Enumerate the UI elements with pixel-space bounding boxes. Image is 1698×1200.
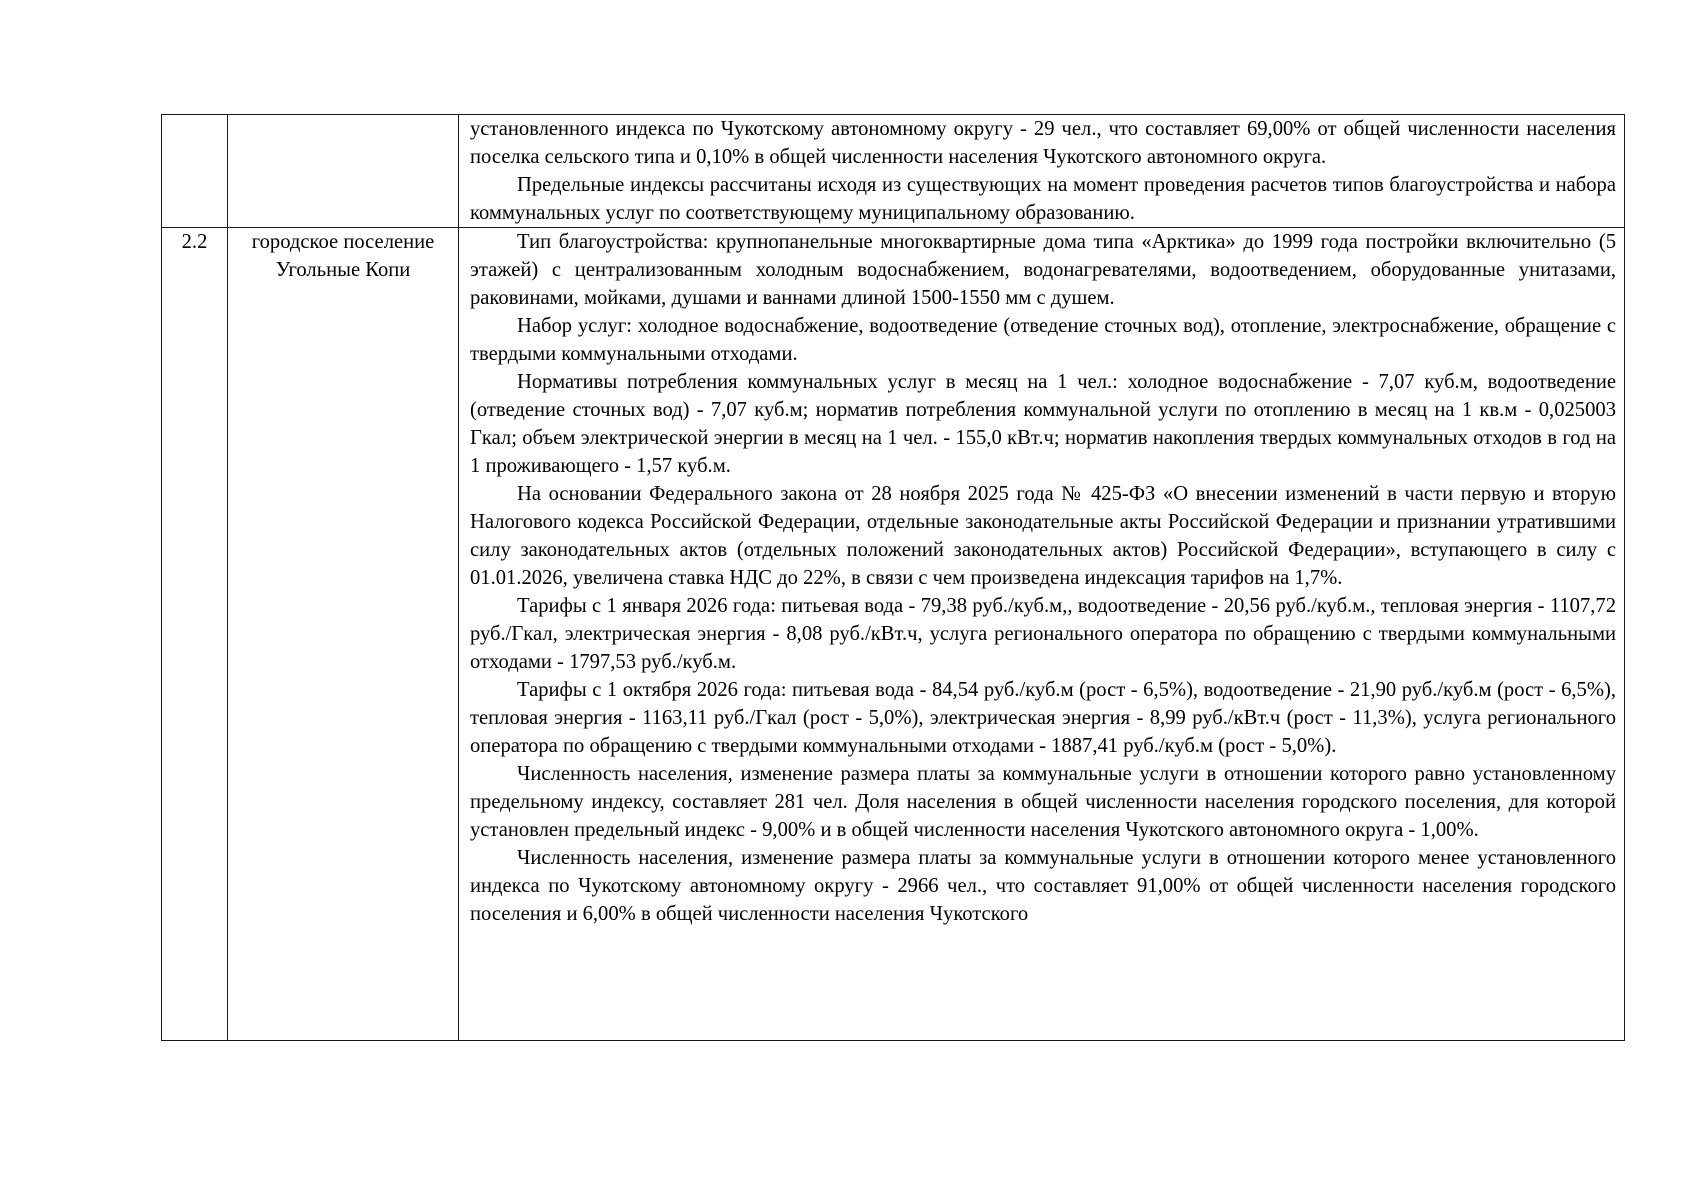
paragraph: Набор услуг: холодное водоснабжение, водоотведение (отведение сточных вод), отопление, электроснабжение, обращение с твердыми коммунальными отходами.: [470, 315, 1616, 365]
paragraph: установленного индекса по Чукотскому автономному округу - 29 чел., что составляет 69,00% от общей численности населения поселка сельского типа и 0,10% в общей численности населения Чукотского автономного округа.: [470, 118, 1616, 168]
row-number-cell: 2.2: [162, 228, 228, 1041]
paragraph: Численность населения, изменение размера платы за коммунальные услуги в отношении которого менее установленного индекса по Чукотскому автономному округу - 2966 чел., что составляет 91,00% от общей численности населения городского поселения и 6,00% в общей численности населения Чукотского: [470, 847, 1616, 925]
paragraph: Предельные индексы рассчитаны исходя из существующих на момент проведения расчетов типов благоустройства и набора коммунальных услуг по соответствующему муниципальному образованию.: [470, 174, 1616, 224]
row-number-cell: [162, 115, 228, 228]
paragraph: На основании Федерального закона от 28 ноября 2025 года № 425-ФЗ «О внесении изменений в части первую и вторую Налогового кодекса Российской Федерации, отдельные законодательные акты Российской Федерации и признании утратившими силу законодательных актов (отдельных положений законодательных актов) Российской Федерации», вступающего в силу с 01.01.2026, увеличена ставка НДС до 22%, в связи с чем произведена индексация тарифов на 1,7%.: [470, 483, 1616, 589]
paragraph: Тарифы с 1 октября 2026 года: питьевая вода - 84,54 руб./куб.м (рост - 6,5%), водоотведение - 21,90 руб./куб.м (рост - 6,5%), тепловая энергия - 1163,11 руб./Гкал (рост - 5,0%), электрическая энергия - 8,99 руб./кВт.ч (рост - 11,3%), услуга регионального оператора по обращению с твердыми коммунальными отходами - 1887,41 руб./куб.м (рост - 5,0%).: [470, 679, 1616, 757]
document-table: [161, 114, 1625, 1041]
row-name-cell: городское поселение Угольные Копи: [228, 228, 459, 1041]
table-row-continuation: [162, 115, 1625, 228]
row-name-cell: [228, 115, 459, 228]
paragraph: Тарифы с 1 января 2026 года: питьевая вода - 79,38 руб./куб.м,, водоотведение - 20,56 руб./куб.м., тепловая энергия - 1107,72 руб./Гкал, электрическая энергия - 8,08 руб./кВт.ч, услуга регионального оператора по обращению с твердыми коммунальными отходами - 1797,53 руб./куб.м.: [470, 595, 1616, 673]
paragraph: Численность населения, изменение размера платы за коммунальные услуги в отношении которого равно установленному предельному индексу, составляет 281 чел. Доля населения в общей численности населения городского поселения, для которой установлен предельный индекс - 9,00% и в общей численности населения Чукотского автономного округа - 1,00%.: [470, 763, 1616, 841]
paragraph: Нормативы потребления коммунальных услуг в месяц на 1 чел.: холодное водоснабжение - 7,07 куб.м, водоотведение (отведение сточных вод) - 7,07 куб.м; норматив потребления коммунальной услуги по отоплению в месяц на 1 кв.м - 0,025003 Гкал; объем электрической энергии в месяц на 1 чел. - 155,0 кВт.ч; норматив накопления твердых коммунальных отходов в год на 1 проживающего - 1,57 куб.м.: [470, 371, 1616, 477]
row-text-cell: [459, 115, 1625, 228]
row-text-content: [470, 228, 1616, 1040]
table-row-2-2: [162, 228, 1625, 1041]
row-text-cell: [459, 228, 1625, 1041]
paragraph: Тип благоустройства: крупнопанельные многоквартирные дома типа «Арктика» до 1999 года постройки включительно (5 этажей) с централизованным холодным водоснабжением, водонагревателями, водоотведением, оборудованные унитазами, раковинами, мойками, душами и ваннами длиной 1500-1550 мм с душем.: [470, 231, 1616, 309]
